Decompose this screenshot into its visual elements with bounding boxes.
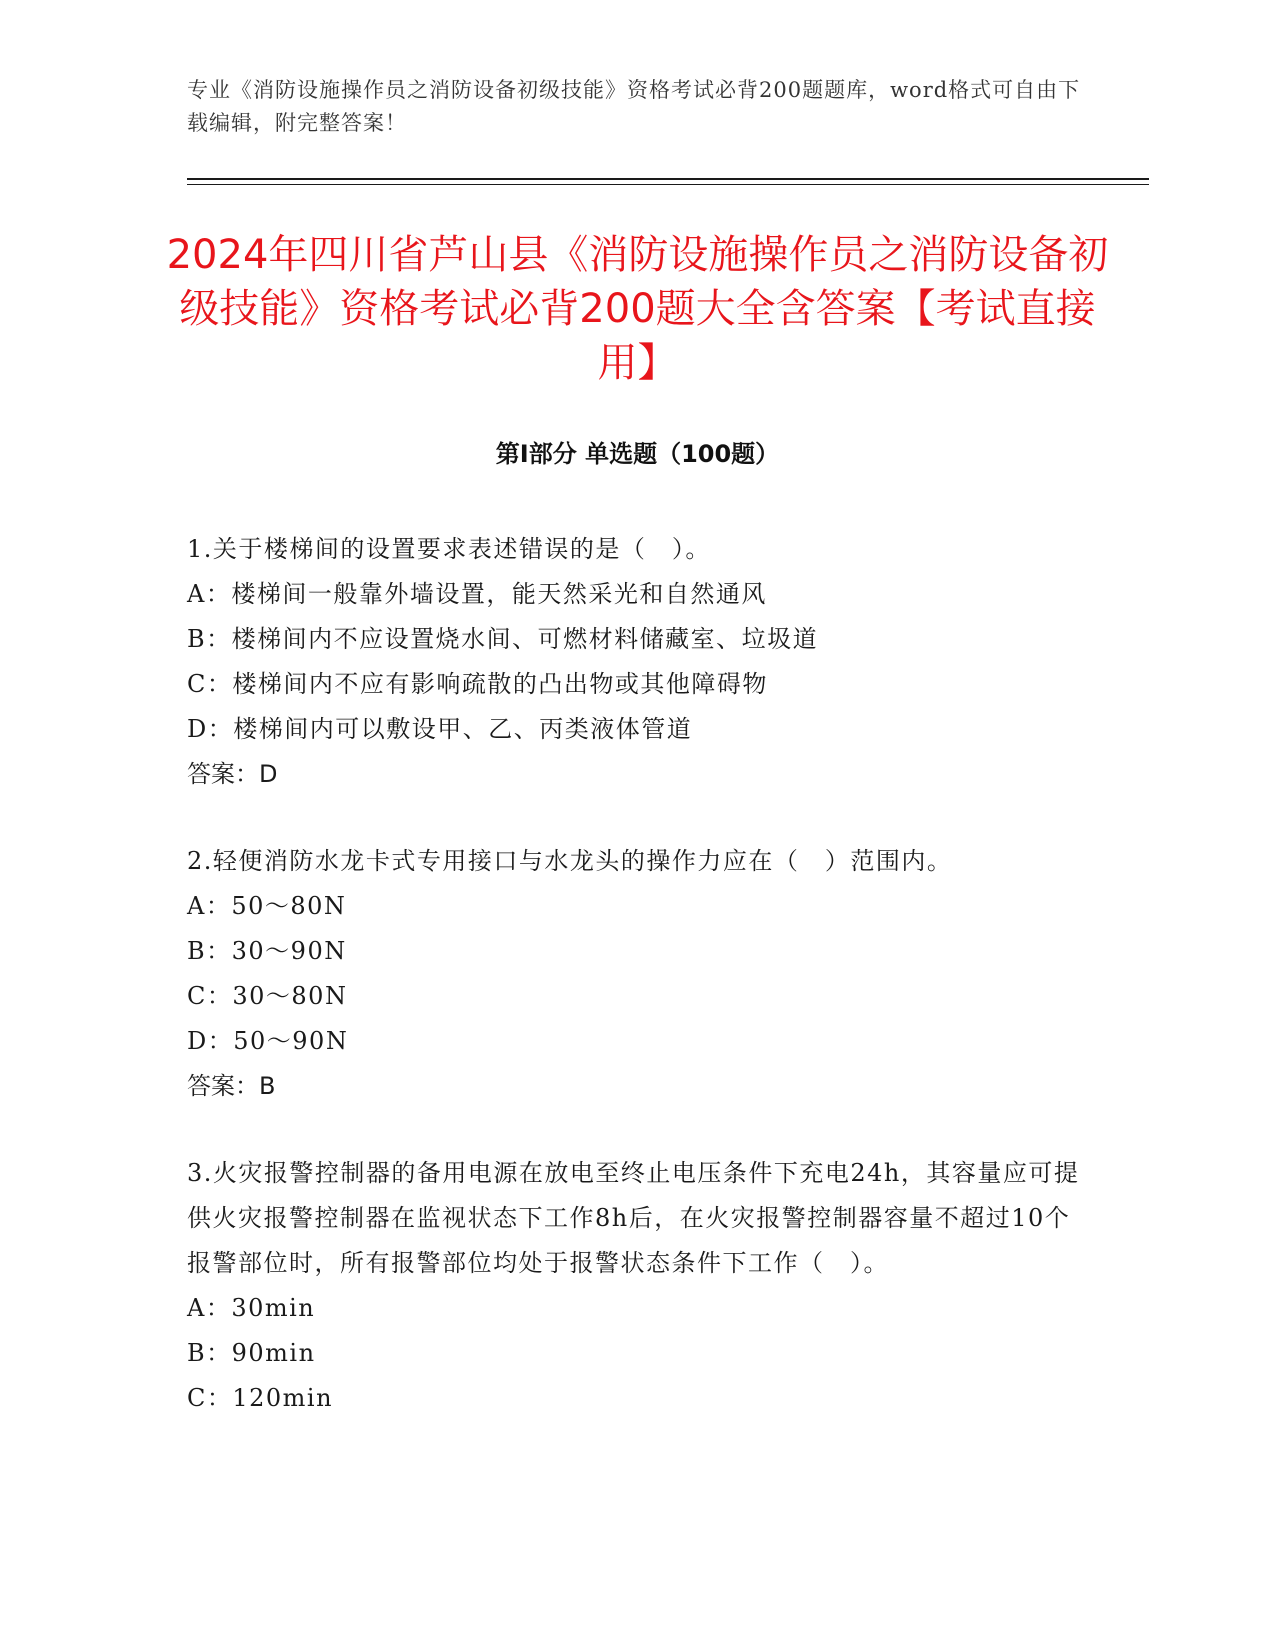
question-stem: 1.关于楼梯间的设置要求表述错误的是（ ）。 — [187, 535, 711, 563]
option-c: C：120min — [187, 1384, 334, 1412]
question-list — [187, 527, 1087, 1463]
section-title: 第I部分 单选题（100题） — [495, 440, 780, 468]
answer: 答案：B — [187, 1072, 276, 1100]
option-b: B：楼梯间内不应设置烧水间、可燃材料储藏室、垃圾道 — [187, 625, 819, 653]
option-c: C：30～80N — [187, 982, 348, 1010]
question-1 — [187, 527, 1087, 797]
question-stem: 3.火灾报警控制器的备用电源在放电至终止电压条件下充电24h，其容量应可提供火灾报警控制器在监视状态下工作8h后，在火灾报警控制器容量不超过10个报警部位时，所有报警部位均处于报警状态条件下工作（ ）。 — [187, 1159, 1080, 1277]
option-a: A：楼梯间一般靠外墙设置，能天然采光和自然通风 — [187, 580, 767, 608]
option-b: B：30～90N — [187, 937, 347, 965]
option-a: A：30min — [187, 1294, 316, 1322]
question-3 — [187, 1151, 1087, 1421]
option-d: D：楼梯间内可以敷设甲、乙、丙类液体管道 — [187, 715, 693, 743]
option-b: B：90min — [187, 1339, 316, 1367]
header-divider-thin — [187, 184, 1149, 185]
question-stem: 2.轻便消防水龙卡式专用接口与水龙头的操作力应在（ ）范围内。 — [187, 847, 953, 875]
option-c: C：楼梯间内不应有影响疏散的凸出物或其他障碍物 — [187, 670, 768, 698]
header-note: 专业《消防设施操作员之消防设备初级技能》资格考试必背200题题库，word格式可自由下载编辑，附完整答案！ — [187, 78, 1081, 135]
question-2 — [187, 839, 1087, 1109]
option-a: A：50～80N — [187, 892, 347, 920]
header-divider-thick — [187, 178, 1149, 180]
option-d: D：50～90N — [187, 1027, 349, 1055]
document-title: 2024年四川省芦山县《消防设施操作员之消防设备初级技能》资格考试必背200题大全含答案【考试直接用】 — [166, 232, 1109, 386]
answer: 答案：D — [187, 760, 278, 788]
